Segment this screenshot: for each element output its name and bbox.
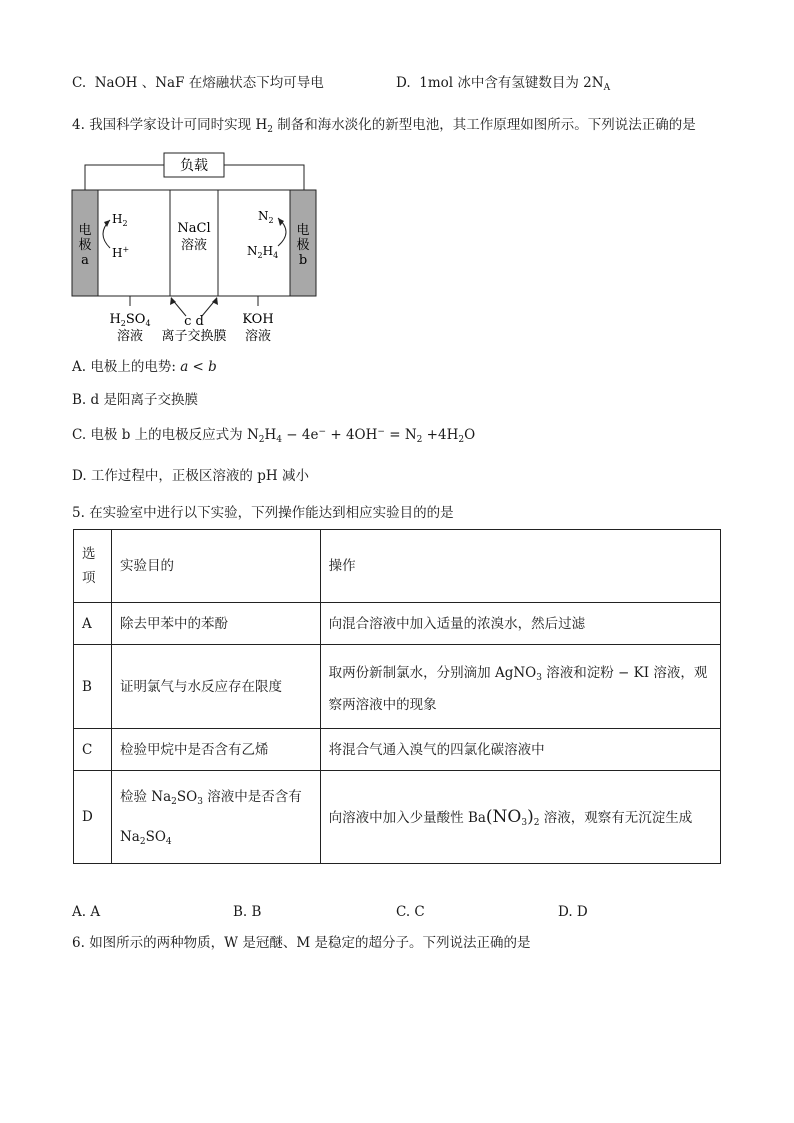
q5-choice-d: D. D <box>558 904 588 920</box>
svg-text:溶液: 溶液 <box>244 329 272 344</box>
q4-option-a: A. 电极上的电势: a < b <box>72 359 217 375</box>
q4-stem: 4. 我国科学家设计可同时实现 $H_2$ 制备和海水淡化的新型电池，其工作原理如图所示。下列说法正确的是 <box>72 117 696 135</box>
battery-diagram <box>60 148 340 348</box>
svg-text:H+: H+ <box>112 245 130 260</box>
svg-text:NaCl: NaCl <box>177 221 211 236</box>
svg-text:电: 电 <box>78 223 92 238</box>
svg-text:H2SO4: $H_2SO_4$ <box>109 312 151 328</box>
svg-text:KOH: KOH <box>242 312 274 327</box>
svg-text:b: b <box>298 253 308 268</box>
table-row: D 检验 $Na_2SO_3$ 溶液中是否含有 $Na_2SO_4$ 向溶液中加入少量酸性 $Ba(NO_3)_2$ 溶液，观察有无沉淀生成 <box>74 771 721 864</box>
q5-choice-a: A. A <box>72 904 101 920</box>
q3-option-c: C. NaOH 、NaF 在熔融状态下均可导电 <box>72 75 324 91</box>
svg-text:电: 电 <box>296 223 310 238</box>
q5-stem: 5. 在实验室中进行以下实验，下列操作能达到相应实验目的的是 <box>72 505 454 521</box>
svg-text:N2H4: $N_2H_4$ <box>247 244 279 260</box>
svg-text:极: 极 <box>78 238 92 253</box>
header-operation: 操作 <box>320 530 720 603</box>
q5-choice-b: B. B <box>233 904 262 920</box>
q4-option-c: C. 电极 b 上的电极反应式为 $N_2H_4 - 4e^- + 4OH^- = N_2 +4H_2O$ <box>72 427 476 445</box>
header-purpose: 实验目的 <box>111 530 320 603</box>
svg-text:a: a <box>81 253 89 268</box>
svg-text:离子交换膜: 离子交换膜 <box>161 329 227 344</box>
header-option: 选 项 <box>74 530 112 603</box>
wire-right <box>224 165 304 190</box>
q5-choice-c: C. C <box>396 904 425 920</box>
wire-left <box>85 165 164 190</box>
table-header-row <box>74 530 721 603</box>
q3-option-d: D. 1mol 冰中含有氢键数目为 $2N_A$ <box>396 75 611 93</box>
svg-text:极: 极 <box>296 238 310 253</box>
svg-text:N2: $N_2$ <box>258 209 274 225</box>
svg-text:溶液: 溶液 <box>116 329 144 344</box>
q4-option-d: D. 工作过程中，正极区溶液的 pH 减小 <box>72 468 309 484</box>
svg-text:溶液: 溶液 <box>180 238 208 253</box>
svg-text:H2: $H_2$ <box>112 212 128 228</box>
experiment-table <box>73 529 721 864</box>
load-label: 负载 <box>180 158 208 174</box>
table-row: A 除去甲苯中的苯酚 向混合溶液中加入适量的浓溴水，然后过滤 <box>74 603 721 645</box>
table-row: B 证明氯气与水反应存在限度 取两份新制氯水，分别滴加 AgNO$_3$ 溶液和淀粉 − KI 溶液，观 察两溶液中的现象 <box>74 645 721 729</box>
table-row: C 检验甲烷中是否含有乙烯 将混合气通入溴气的四氯化碳溶液中 <box>74 729 721 771</box>
svg-text:c d: c d <box>184 314 204 329</box>
q4-option-b: B. d 是阳离子交换膜 <box>72 392 198 408</box>
q6-stem: 6. 如图所示的两种物质，W 是冠醚、M 是稳定的超分子。下列说法正确的是 <box>72 935 531 951</box>
